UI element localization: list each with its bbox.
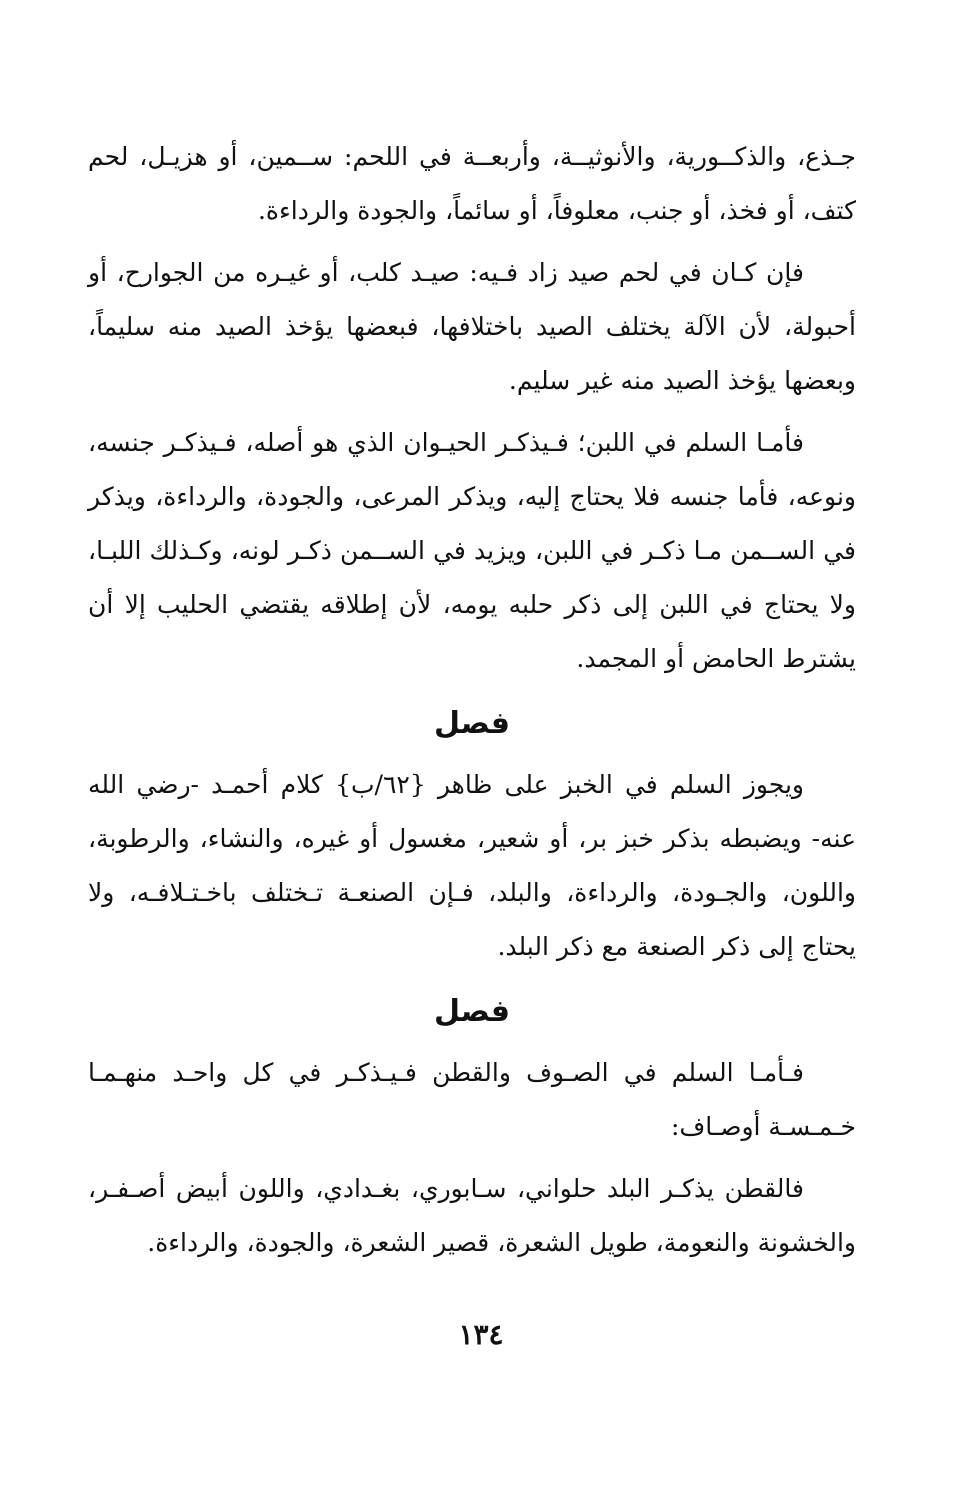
paragraph-milk: فأمـا السلم في اللبن؛ فـيذكـر الحيـوان الذي هو أصله، فـيذكـر جنسه، ونوعه، فأما جنسه فلا يحتاج إليه، ويذكر المرعى، والجودة، والرداءة، ويذكر في الســمن مـا ذكـر في اللبن، ويزيد في الســمن ذكـر لونه، وكـذلك اللبـا، ولا يحتاج في اللبن إلى ذكر حلبه يومه، لأن إطلاقه يقتضي الحليب إلا أن يشترط الحامض أو المجمد. xyxy=(88,428,856,673)
section-heading-bread: فصل xyxy=(434,706,510,741)
page-number: ١٣٤ xyxy=(458,1318,504,1351)
paragraph-game-meat: فإن كـان في لحم صيد زاد فـيه: صيـد كلب، أو غيـره من الجوارح، أو أحبولة، لأن الآلة يختلف الصيد باختلافها، فبعضها يؤخذ الصيد منه سليماً، وبعضها يؤخذ الصيد منه غير سليم. xyxy=(88,258,856,395)
section-heading-wool-cotton: فصل xyxy=(434,994,510,1029)
page-body xyxy=(88,130,856,1278)
paragraph-meat-description: جـذع، والذكــورية، والأنوثيــة، وأربعــة في اللحم: ســمين، أو هزيـل، لحم كتف، أو فخذ، أو جنب، معلوفاً، أو سائماً، والجودة والرداءة. xyxy=(88,142,856,225)
paragraph-cotton-details: فالقطن يذكـر البلد حلواني، سـابوري، بغـدادي، واللون أبيض أصـفـر، والخشونة والنعومة، طويل الشعرة، قصير الشعرة، والجودة، والرداءة. xyxy=(88,1174,856,1257)
paragraph-bread: ويجوز السلم في الخبز على ظاهر {٦٢/ب} كلام أحمـد -رضي الله عنه- ويضبطه بذكر خبز بر، أو شعير، مغسول أو غيره، والنشاء، والرطوبة، واللون، والجـودة، والرداءة، والبلد، فـإن الصنعـة تـختلف باخـتـلافـه، ولا يحتاج إلى ذكر الصنعة مع ذكر البلد. xyxy=(88,770,856,961)
paragraph-wool-cotton: فـأمـا السلم في الصـوف والقطن فـيـذكـر في كل واحـد منهـمـا خـمـسـة أوصـاف: xyxy=(88,1058,856,1141)
